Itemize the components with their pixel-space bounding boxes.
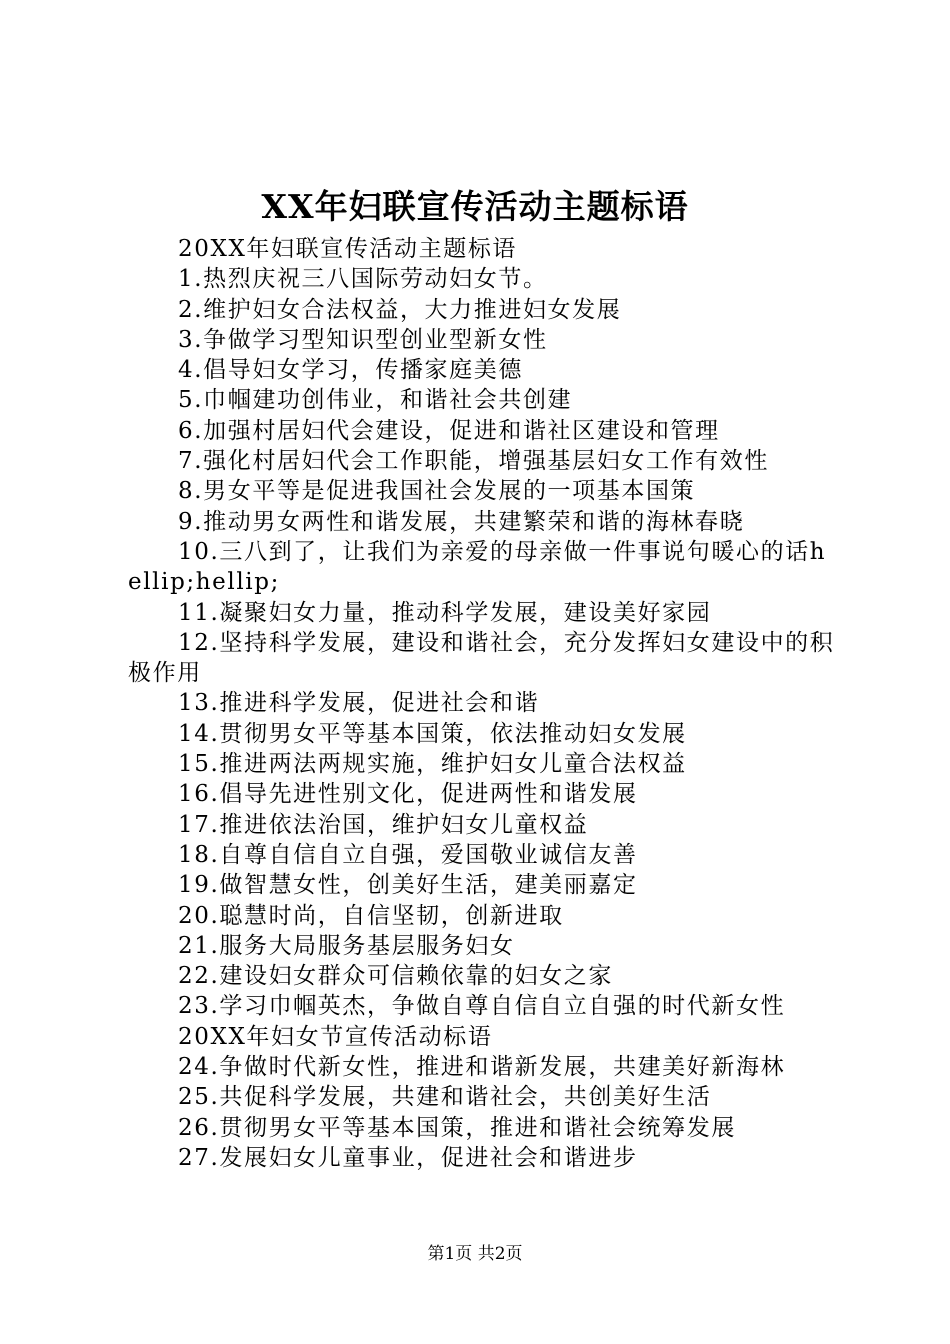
slogan-line: 13.推进科学发展，促进社会和谐 [178, 690, 540, 717]
slogan-line: 18.自尊自信自立自强，爱国敬业诚信友善 [178, 841, 638, 868]
slogan-line: 4.倡导妇女学习，传播家庭美德 [178, 357, 523, 384]
slogan-line: 6.加强村居妇代会建设，促进和谐社区建设和管理 [178, 417, 720, 444]
slogan-line: 7.强化村居妇代会工作职能，增强基层妇女工作有效性 [178, 448, 769, 475]
slogan-line: 2.维护妇女合法权益，大力推进妇女发展 [178, 296, 622, 323]
slogan-line: 21.服务大局服务基层服务妇女 [178, 932, 515, 959]
slogan-line: 1.热烈庆祝三八国际劳动妇女节。 [178, 266, 548, 293]
slogan-line: 17.推进依法治国，维护妇女儿童权益 [178, 811, 589, 838]
slogan-line: 3.争做学习型知识型创业型新女性 [178, 326, 548, 353]
slogan-line: 14.贯彻男女平等基本国策，依法推动妇女发展 [178, 720, 687, 747]
section-heading: 20XX年妇女节宣传活动标语 [178, 1023, 493, 1050]
slogan-line: 27.发展妇女儿童事业，促进社会和谐进步 [178, 1144, 638, 1171]
section-heading: 20XX年妇联宣传活动主题标语 [178, 236, 518, 262]
slogan-line: 23.学习巾帼英杰，争做自尊自信自立自强的时代新女性 [178, 993, 786, 1020]
page-number: 第1页 共2页 [427, 1244, 523, 1264]
slogan-line: 22.建设妇女群众可信赖依靠的妇女之家 [178, 963, 613, 990]
document-title: XX年妇联宣传活动主题标语 [261, 187, 689, 226]
slogan-line: 24.争做时代新女性，推进和谐新发展，共建美好新海林 [178, 1054, 786, 1081]
slogan-line: 8.男女平等是促进我国社会发展的一项基本国策 [178, 478, 696, 505]
slogan-line: 11.凝聚妇女力量，推动科学发展，建设美好家园 [178, 599, 712, 626]
slogan-line: 19.做智慧女性，创美好生活，建美丽嘉定 [178, 872, 638, 899]
slogan-line: 10.三八到了，让我们为亲爱的母亲做一件事说句暖心的话hellip;hellip; [128, 538, 827, 596]
slogan-line: 16.倡导先进性别文化，促进两性和谐发展 [178, 781, 638, 808]
slogan-line: 26.贯彻男女平等基本国策，推进和谐社会统筹发展 [178, 1114, 736, 1141]
slogan-line: 9.推动男女两性和谐发展，共建繁荣和谐的海林春晓 [178, 508, 745, 535]
slogan-line: 15.推进两法两规实施，维护妇女儿童合法权益 [178, 751, 687, 778]
slogan-line: 12.坚持科学发展，建设和谐社会，充分发挥妇女建设中的积极作用 [128, 629, 835, 687]
slogan-line: 5.巾帼建功创伟业，和谐社会共创建 [178, 387, 573, 414]
document-body [128, 234, 838, 1173]
slogan-line: 25.共促科学发展，共建和谐社会，共创美好生活 [178, 1084, 712, 1111]
slogan-line: 20.聪慧时尚，自信坚韧，创新进取 [178, 902, 564, 929]
